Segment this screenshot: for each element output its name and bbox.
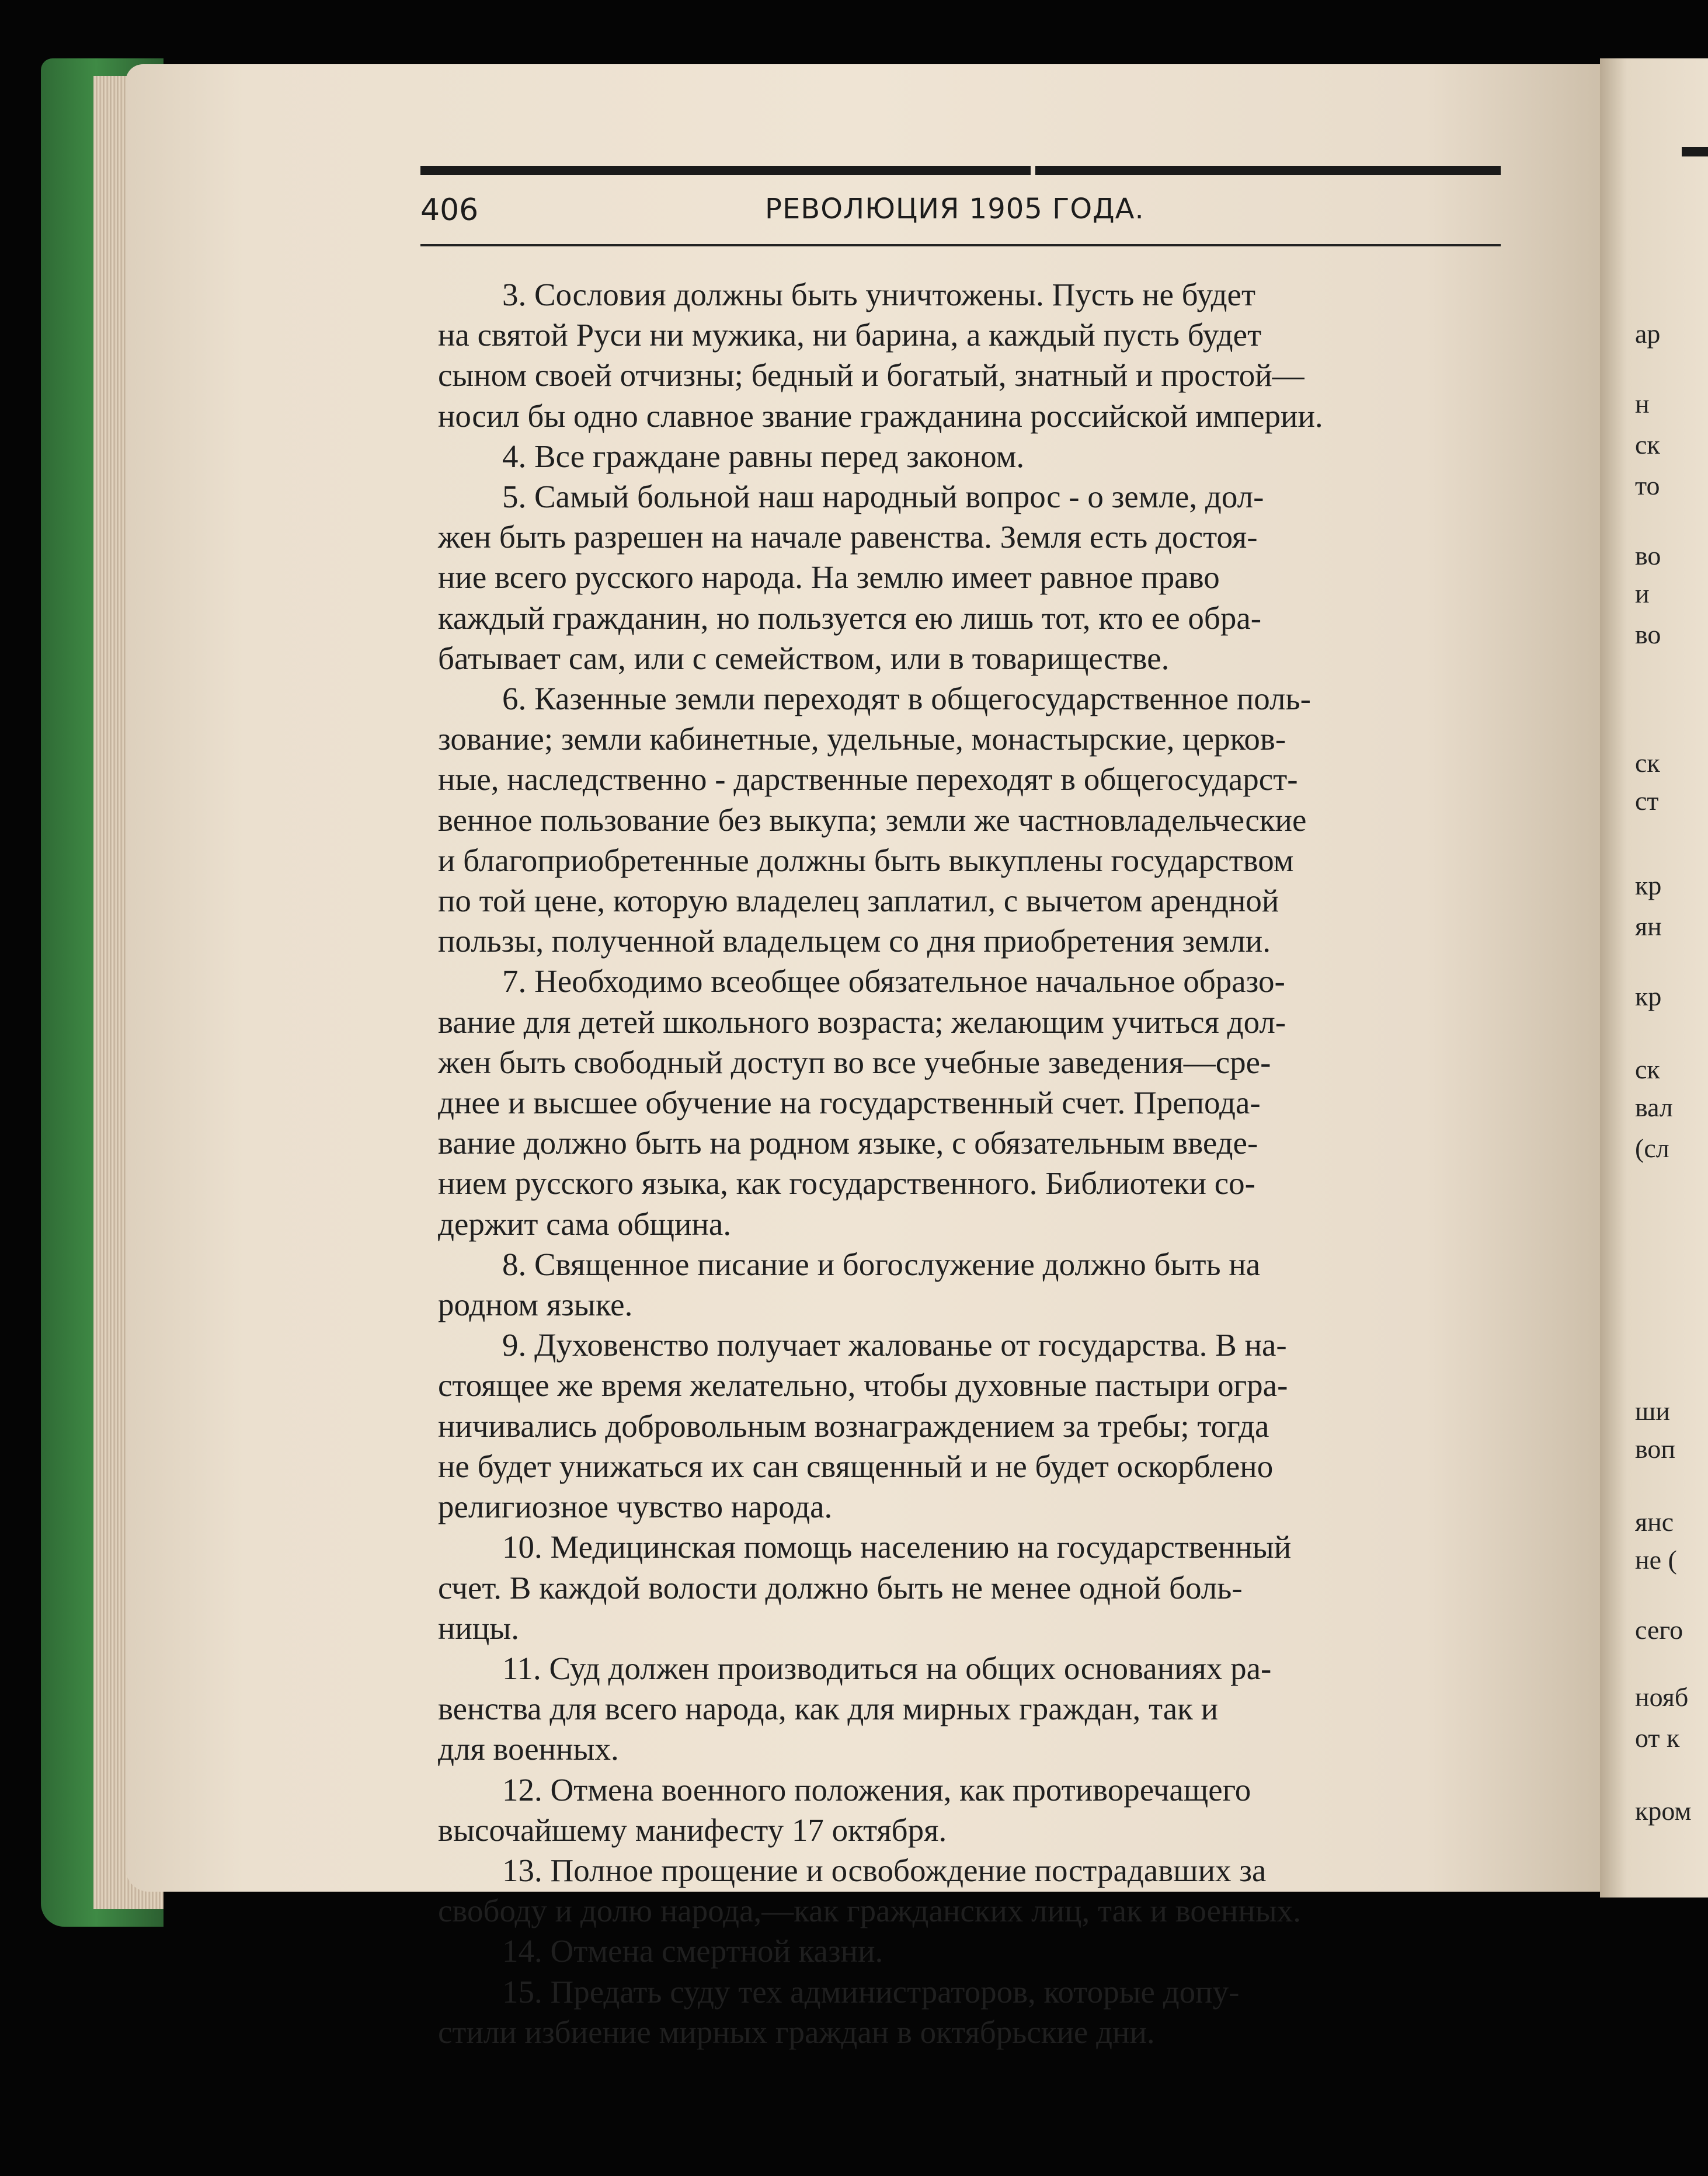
body-text (438, 274, 1518, 2052)
right-page-fragment: во (1635, 541, 1661, 570)
paragraph (438, 961, 1518, 1244)
text-line: нием русского языка, как государственного. Библиотеки со- (438, 1165, 1255, 1202)
right-page-fragment: ск (1635, 430, 1660, 459)
text-line: венства для всего народа, как для мирных граждан, так и (438, 1691, 1219, 1727)
text-line: 8. Священное писание и богослужение должно быть на (502, 1246, 1261, 1282)
paragraph (438, 476, 1518, 678)
text-line: ние всего русского народа. На землю имеет равное право (438, 559, 1220, 596)
right-page-rule (1682, 147, 1708, 156)
text-line: и благоприобретенные должны быть выкуплены государством (438, 842, 1294, 878)
text-line: счет. В каждой волости должно быть не менее одной боль- (438, 1569, 1243, 1606)
right-page-fragment: н (1635, 389, 1650, 419)
paragraph (438, 436, 1518, 476)
right-page-fragment: кр (1635, 871, 1662, 900)
text-line: держит сама община. (438, 1206, 732, 1242)
text-line: ные, наследственно - дарственные переходят в общегосударст- (438, 761, 1298, 798)
text-line: зование; земли кабинетные, удельные, монастырские, церков- (438, 721, 1286, 757)
text-line: на святой Руси ни мужика, ни барина, а каждый пусть будет (438, 317, 1262, 353)
right-page-fragment: ши (1635, 1396, 1671, 1426)
text-line: пользы, полученной владельцем со дня приобретения земли. (438, 923, 1271, 959)
page-number: 406 (420, 193, 479, 228)
header-thin-rule (420, 244, 1501, 246)
text-line: 9. Духовенство получает жалованье от государства. В на- (502, 1327, 1287, 1363)
text-line: высочайшему манифесту 17 октября. (438, 1812, 947, 1848)
right-page-fragment: ян (1635, 911, 1662, 941)
text-line: ницы. (438, 1610, 520, 1646)
text-line: 4. Все граждане равны перед законом. (502, 438, 1025, 474)
text-line: 11. Суд должен производиться на общих основаниях ра- (502, 1650, 1272, 1686)
paragraph (438, 1931, 1518, 1971)
right-page-fragment: то (1635, 471, 1660, 500)
text-line: религиозное чувство народа. (438, 1489, 833, 1525)
text-line: 5. Самый больной наш народный вопрос - о земле, дол- (502, 479, 1264, 515)
paragraph (438, 678, 1518, 961)
text-line: вание должно быть на родном языке, с обязательным введе- (438, 1125, 1258, 1161)
text-line: не будет унижаться их сан священный и не будет оскорблено (438, 1448, 1274, 1484)
text-line: 7. Необходимо всеобщее обязательное начальное образо- (502, 963, 1285, 1000)
right-page-fragment: ск (1635, 1054, 1660, 1084)
text-line: венное пользование без выкупа; земли же частновладельческие (438, 802, 1307, 838)
right-page-fragment: не ( (1635, 1545, 1677, 1575)
text-line: 14. Отмена смертной казни. (502, 1933, 883, 1969)
text-line: сыном своей отчизны; бедный и богатый, знатный и простой— (438, 357, 1305, 394)
right-page-fragment: и (1635, 579, 1650, 608)
text-line: вание для детей школьного возраста; желающим учиться дол- (438, 1004, 1286, 1040)
paragraph (438, 1527, 1518, 1648)
text-line: 10. Медицинская помощь населению на государственный (502, 1529, 1292, 1565)
text-line: жен быть свободный доступ во все учебные заведения—сре- (438, 1044, 1271, 1080)
right-page-fragment: вал (1635, 1092, 1673, 1122)
paragraph (438, 1770, 1518, 1850)
right-page-fragment: во (1635, 619, 1661, 649)
text-line: батывает сам, или с семейством, или в товариществе. (438, 640, 1170, 676)
text-line: 6. Казенные земли переходят в общегосударственное поль- (502, 681, 1311, 717)
paragraph (438, 274, 1518, 436)
text-line: жен быть разрешен на начале равенства. Земля есть достоя- (438, 519, 1258, 555)
paragraph (438, 1325, 1518, 1527)
right-page-fragment: ск (1635, 748, 1660, 778)
text-line: каждый гражданин, но пользуется ею лишь тот, кто ее обра- (438, 600, 1262, 636)
text-line: 12. Отмена военного положения, как противоречащего (502, 1771, 1251, 1808)
text-line: стили избиение мирных граждан в октябрьские дни. (438, 2014, 1155, 2050)
right-page-fragment: сего (1635, 1615, 1683, 1645)
running-title: РЕВОЛЮЦИЯ 1905 ГОДА. (765, 193, 1145, 225)
header-thick-rule (420, 166, 1501, 175)
right-page-fragment: нояб (1635, 1682, 1689, 1712)
text-line: по той цене, которую владелец заплатил, с вычетом арендной (438, 883, 1279, 919)
right-page-fragment: воп (1635, 1434, 1676, 1464)
text-line: свободу и долю народа,—как гражданских лиц, так и военных. (438, 1893, 1301, 1929)
paragraph (438, 1648, 1518, 1770)
right-page-fragment: кром (1635, 1796, 1692, 1826)
text-line: стоящее же время желательно, чтобы духовные пастыри огра- (438, 1367, 1288, 1404)
text-line: 3. Сословия должны быть уничтожены. Пусть не будет (502, 277, 1256, 312)
right-page-fragment: от к (1635, 1723, 1680, 1753)
right-page-fragment: кр (1635, 981, 1662, 1011)
text-line: родном языке. (438, 1287, 633, 1323)
paragraph (438, 1244, 1518, 1325)
text-line: днее и высшее обучение на государственный счет. Препода- (438, 1085, 1261, 1121)
paragraph (438, 1850, 1518, 1931)
text-line: 13. Полное прощение и освобождение пострадавших за (502, 1852, 1267, 1888)
text-line: для военных. (438, 1731, 619, 1767)
running-head (420, 193, 1501, 239)
right-page-fragment: (сл (1635, 1133, 1669, 1163)
text-line: ничивались добровольным вознаграждением за требы; тогда (438, 1408, 1269, 1444)
right-page-fragment: ст (1635, 786, 1659, 816)
right-page-fragment: ар (1635, 319, 1661, 349)
paragraph (438, 1972, 1518, 2052)
text-line: носил бы одно славное звание гражданина российской империи. (438, 398, 1323, 434)
right-page-fragment: янс (1635, 1507, 1674, 1537)
text-line: 15. Предать суду тех администраторов, которые допу- (502, 1973, 1240, 2010)
